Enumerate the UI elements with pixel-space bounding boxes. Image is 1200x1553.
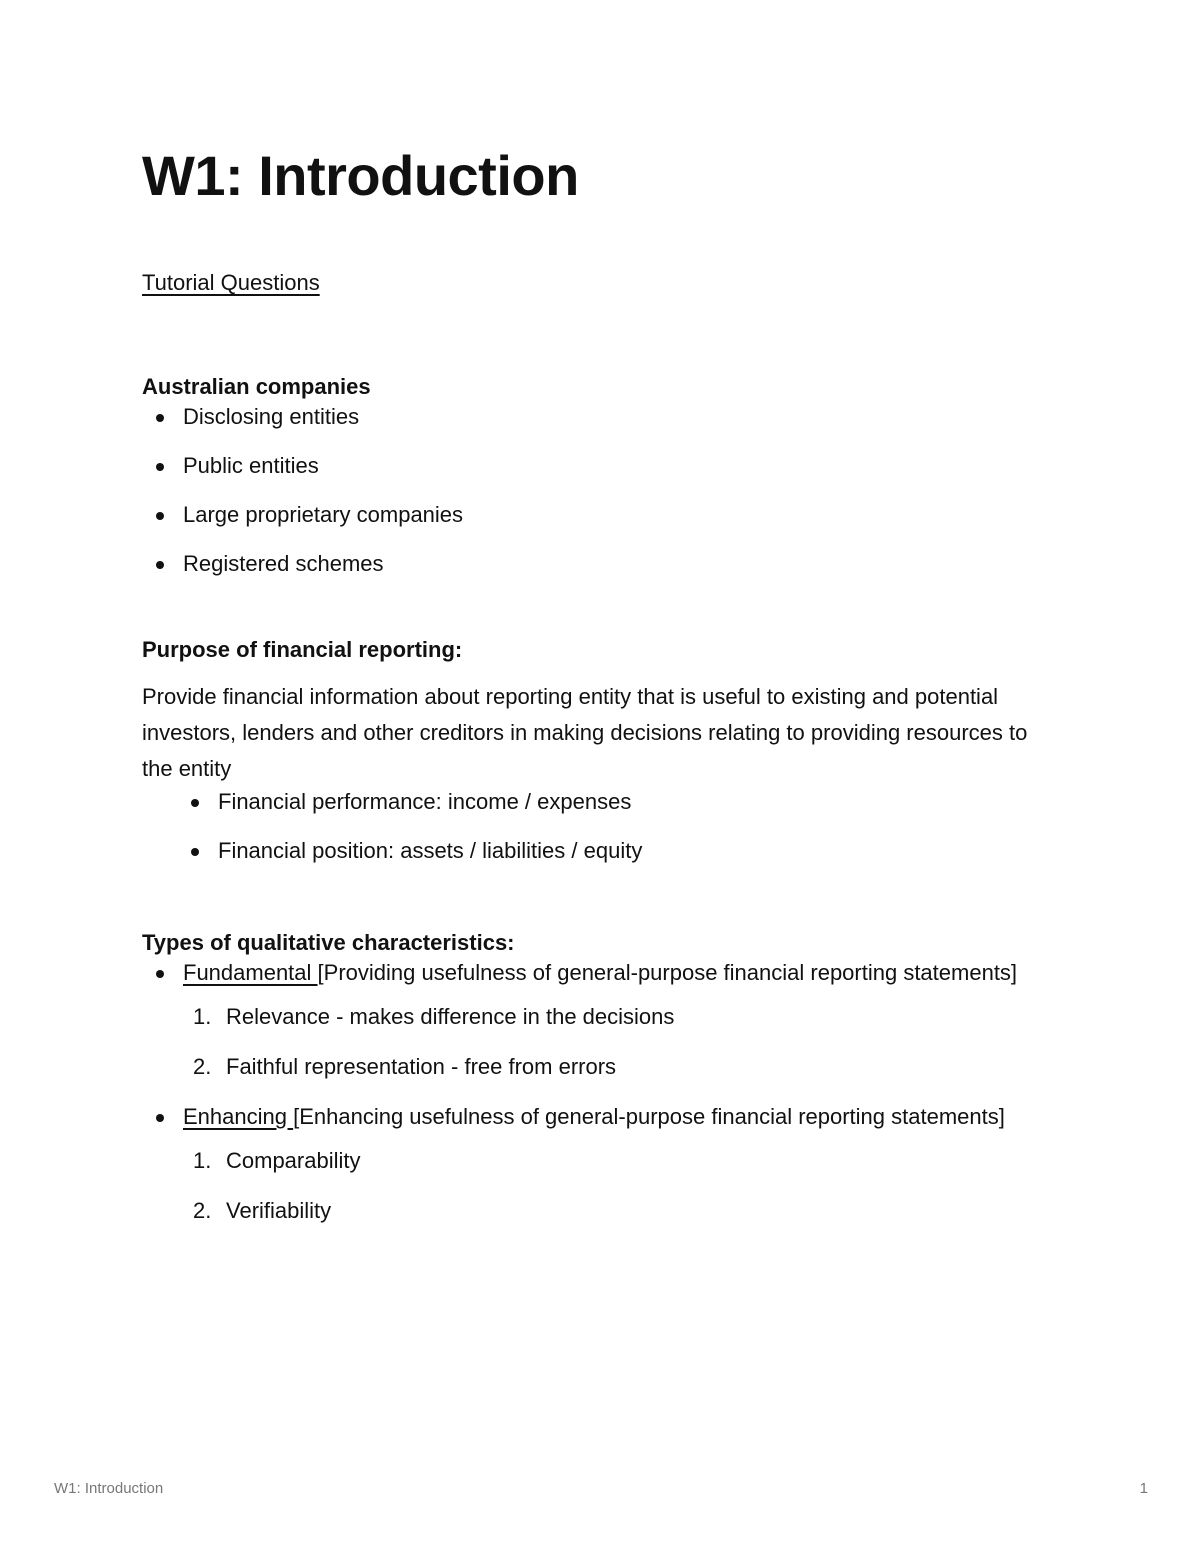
list-item: Large proprietary companies [142,500,1062,530]
list-item: Public entities [142,451,1062,481]
australian-companies-list [142,402,1062,579]
footer-title: W1: Introduction [54,1480,164,1497]
bullet-icon [191,799,199,807]
bullet-icon [156,561,164,569]
fundamental-description: [Providing usefulness of general-purpose financial reporting statements] [317,960,1018,985]
page-number: 1 [1139,1480,1148,1497]
bullet-icon [191,848,199,856]
australian-companies-heading: Australian companies [142,374,371,399]
page-content [142,140,1062,1246]
enhancing-item [142,1102,1062,1226]
fundamental-label: Fundamental [183,960,318,985]
list-item: 2. Faithful representation - free from errors [193,1054,617,1079]
purpose-heading: Purpose of financial reporting: [142,637,463,662]
qualitative-characteristics-list [142,958,1062,1226]
page-title: W1: Introduction [142,144,579,207]
list-item: Registered schemes [142,549,1062,579]
purpose-list [142,787,1062,866]
bullet-icon [156,512,164,520]
list-item: Disclosing entities [142,402,1062,432]
enhancing-sublist [183,1146,1062,1226]
list-item: Financial position: assets / liabilities / equity [177,836,1062,866]
list-item: 1. Relevance - makes difference in the decisions [193,1004,675,1029]
tutorial-questions-link[interactable]: Tutorial Questions [142,270,320,295]
bullet-icon [156,414,164,422]
purpose-paragraph: Provide financial information about reporting entity that is useful to existing and potential investors, lenders and other creditors in making decisions relating to providing resources to the entity [142,684,1028,781]
list-item: Financial performance: income / expenses [177,787,1062,817]
enhancing-label: Enhancing [183,1104,294,1129]
list-item: 2. Verifiability [193,1198,332,1223]
fundamental-sublist [183,1002,1062,1082]
enhancing-description: [Enhancing usefulness of general-purpose financial reporting statements] [293,1104,1005,1129]
bullet-icon [156,463,164,471]
bullet-icon [156,1114,164,1122]
bullet-icon [156,970,164,978]
list-item: 1. Comparability [193,1148,361,1173]
qualitative-characteristics-heading: Types of qualitative characteristics: [142,930,515,955]
fundamental-item [142,958,1062,1082]
